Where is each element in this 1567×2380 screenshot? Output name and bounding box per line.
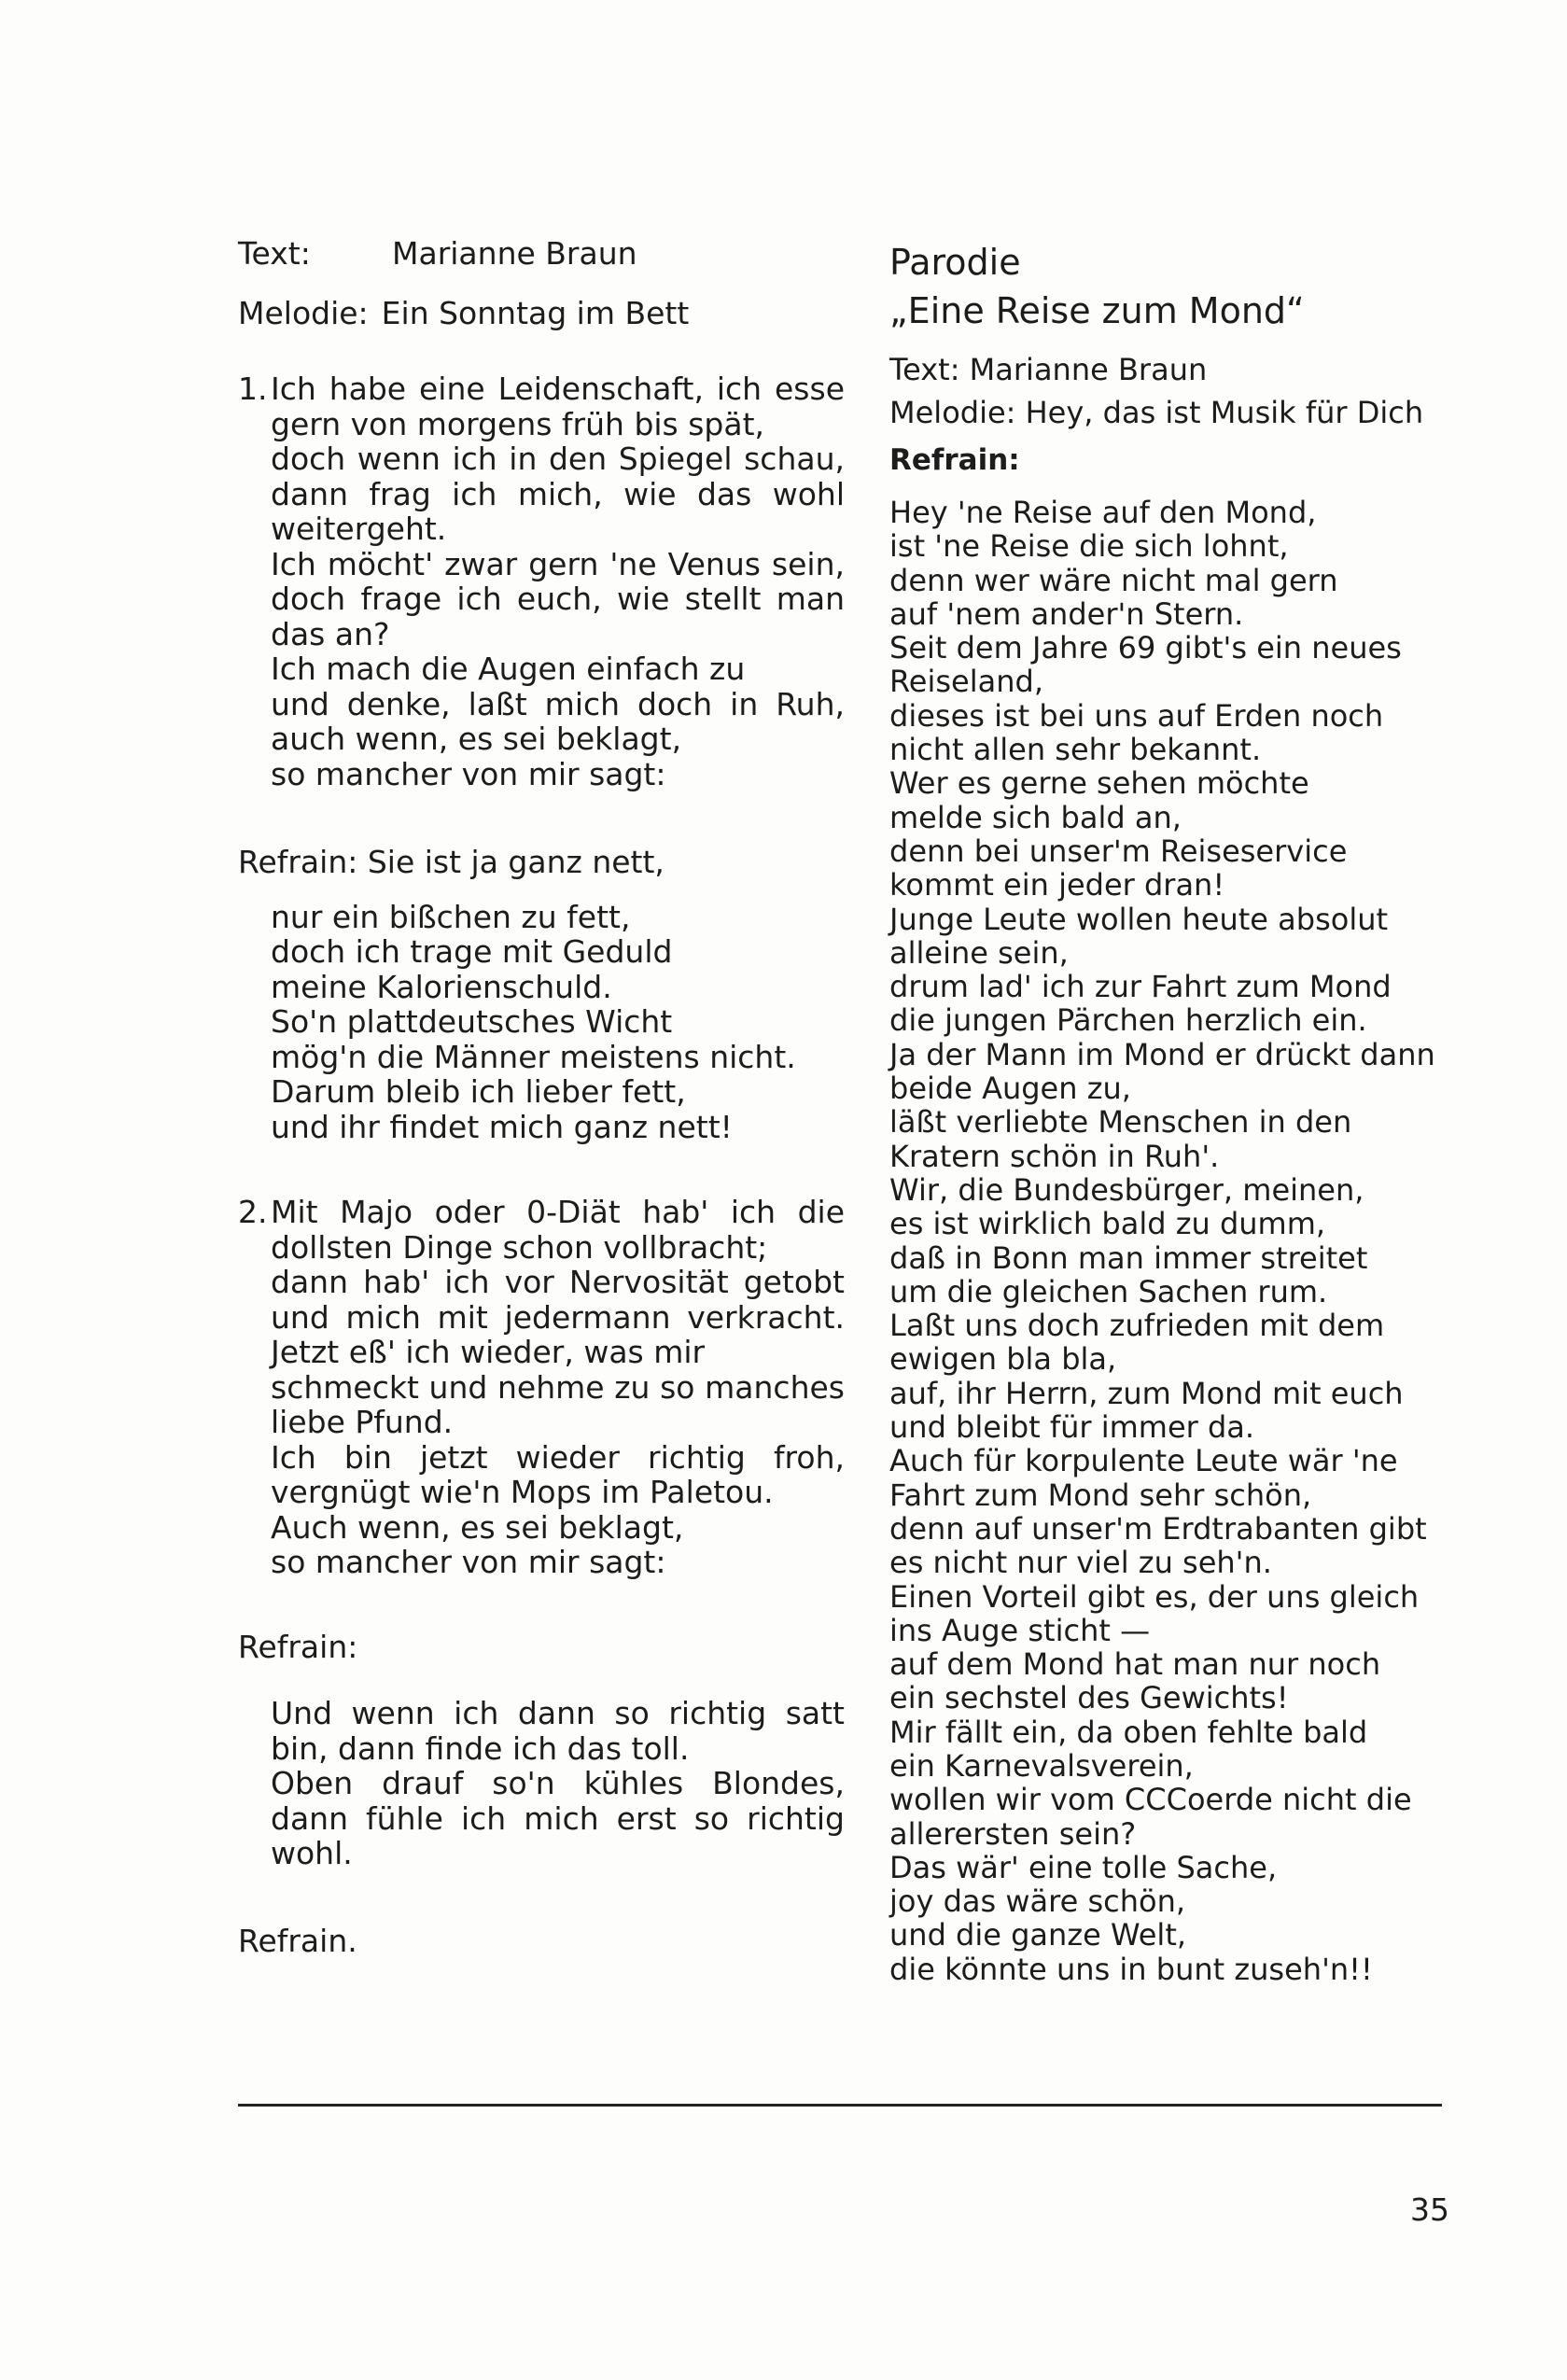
refrain-label: Refrain: — [889, 443, 1020, 477]
lyric-line: um die gleichen Sachen rum. — [889, 1273, 1328, 1309]
lyric-line: Kratern schön in Ruh'. — [889, 1138, 1220, 1174]
lyric-line: Laßt uns doch zufrieden mit dem — [889, 1308, 1385, 1344]
lyric-line: es nicht nur viel zu seh'n. — [889, 1545, 1272, 1581]
lyric-line: Einen Vorteil gibt es, der uns gleich — [889, 1578, 1420, 1615]
lyric-line: auf 'nem ander'n Stern. — [889, 595, 1244, 632]
lyric-line: Mir fällt ein, da oben fehlte bald — [889, 1714, 1368, 1750]
lyric-line: ist 'ne Reise die sich lohnt, — [889, 528, 1289, 565]
verse-line: schmeckt und nehme zu so manches — [271, 1368, 845, 1406]
lyric-line: denn wer wäre nicht mal gern — [889, 562, 1338, 598]
parody-title: Parodie — [889, 242, 1021, 283]
lyric-line: Auch für korpulente Leute wär 'ne — [889, 1443, 1398, 1479]
lyric-line: Fahrt zum Mond sehr schön, — [889, 1477, 1312, 1513]
verse-line: auch wenn, es sei beklagt, — [271, 721, 682, 757]
verse-2 — [238, 1195, 845, 1580]
verse-line: und mich mit jedermann verkracht. — [271, 1298, 845, 1336]
refrain-1 — [238, 900, 845, 1145]
lyric-line: joy das wäre schön, — [889, 1883, 1186, 1920]
lyric-line: Hey 'ne Reise auf den Mond, — [889, 495, 1317, 530]
lyric-line: melde sich bald an, — [889, 799, 1182, 835]
refrain-line: dann fühle ich mich erst so richtig — [271, 1799, 845, 1837]
lyric-line: Das wär' eine tolle Sache, — [889, 1849, 1278, 1885]
verse-line: Ich bin jetzt wieder richtig froh, — [271, 1438, 845, 1476]
lyric-line: die jungen Pärchen herzlich ein. — [889, 1002, 1367, 1039]
verse-line: dann frag ich mich, wie das wohl — [271, 475, 845, 512]
text-credit-label: Text: — [238, 235, 311, 272]
refrain-line: doch ich trage mit Geduld — [271, 933, 673, 970]
verse-line: weitergeht. — [271, 511, 447, 547]
lyric-line: läßt verliebte Menschen in den — [889, 1104, 1352, 1141]
lyric-line: drum lad' ich zur Fahrt zum Mond — [889, 969, 1392, 1005]
melody-credit — [238, 293, 845, 334]
refrain-line: und ihr findet mich ganz nett! — [271, 1108, 733, 1145]
lyric-line: ein sechstel des Gewichts! — [889, 1680, 1289, 1716]
lyric-line: Junge Leute wollen heute absolut — [889, 901, 1389, 937]
refrain-line: mög'n die Männer meistens nicht. — [271, 1038, 796, 1075]
verse-line: Mit Majo oder 0-Diät hab' ich die — [271, 1194, 845, 1230]
refrain-line: Und wenn ich dann so richtig satt — [271, 1695, 845, 1731]
verse-line: gern von morgens früh bis spät, — [271, 405, 765, 442]
verse-line: vergnügt wie'n Mops im Paletou. — [271, 1474, 774, 1510]
refrain-2 — [238, 1696, 845, 1871]
page-number: 35 — [1410, 2191, 1449, 2228]
refrain-line: Darum bleib ich lieber fett, — [271, 1073, 686, 1110]
text-credit: Text: Marianne Braun — [889, 352, 1208, 387]
lyric-line: allerersten sein? — [889, 1815, 1137, 1852]
lyric-line: die könnte uns in bunt zuseh'n!! — [889, 1951, 1373, 1987]
verse-1 — [238, 371, 845, 791]
refrain-line: meine Kalorienschuld. — [271, 968, 612, 1005]
lyric-line: Reiseland, — [889, 664, 1043, 700]
verse-line: Ich mach die Augen einfach zu — [271, 651, 746, 687]
parody-subtitle: „Eine Reise zum Mond“ — [889, 290, 1305, 331]
verse-line: Ich möcht' zwar gern 'ne Venus sein, — [271, 545, 845, 582]
lyric-line: ein Karnevalsverein, — [889, 1747, 1194, 1784]
lyric-line: alleine sein, — [889, 934, 1069, 971]
lyric-line: ewigen bla bla, — [889, 1341, 1117, 1378]
lyric-line: auf dem Mond hat man nur noch — [889, 1646, 1381, 1683]
lyric-line: Ja der Mann im Mond er drückt dann — [889, 1036, 1435, 1072]
lyric-line: Seit dem Jahre 69 gibt's ein neues — [889, 630, 1402, 666]
lyric-line: es ist wirklich bald zu dumm, — [889, 1206, 1326, 1242]
lyric-line: denn auf unser'm Erdtrabanten gibt — [889, 1510, 1427, 1547]
right-column — [889, 238, 1468, 1986]
lyric-line: nicht allen sehr bekannt. — [889, 732, 1262, 768]
refrain-2-label: Refrain: — [238, 1628, 358, 1665]
lyric-line: dieses ist bei uns auf Erden noch — [889, 697, 1384, 734]
lyric-line: wollen wir vom CCCoerde nicht die — [889, 1782, 1412, 1818]
bottom-divider — [238, 2104, 1442, 2107]
lyric-line: Wir, die Bundesbürger, meinen, — [889, 1171, 1364, 1208]
verse-line: Ich habe eine Leidenschaft, ich esse — [271, 371, 845, 407]
verse-line: doch frage ich euch, wie stellt man — [271, 581, 845, 617]
lyric-line: daß in Bonn man immer streitet — [889, 1239, 1368, 1276]
verse-line: Jetzt eß' ich wieder, was mir — [271, 1334, 706, 1370]
lyric-line: auf, ihr Herrn, zum Mond mit euch — [889, 1375, 1404, 1411]
verse-line: und denke, laßt mich doch in Ruh, — [271, 685, 845, 722]
verse-number: 2. — [238, 1194, 268, 1230]
verse-line: dollsten Dinge schon vollbracht; — [271, 1228, 768, 1266]
lyric-line: und die ganze Welt, — [889, 1917, 1187, 1953]
verse-line: so mancher von mir sagt: — [271, 1544, 666, 1580]
left-column — [238, 233, 845, 1958]
lyric-line: denn bei unser'm Reiseservice — [889, 833, 1348, 869]
lyric-line: ins Auge sticht — — [889, 1612, 1151, 1648]
refrain-line: bin, dann finde ich das toll. — [271, 1729, 690, 1767]
melody-credit-value: Ein Sonntag im Bett — [381, 295, 690, 331]
refrain-line: wohl. — [271, 1835, 353, 1871]
lyric-line: beide Augen zu, — [889, 1071, 1131, 1107]
verse-line: liebe Pfund. — [271, 1404, 454, 1440]
verse-line: doch wenn ich in den Spiegel schau, — [271, 441, 845, 477]
refrain-line: nur ein bißchen zu fett, — [271, 898, 631, 935]
lyric-line: Wer es gerne sehen möchte — [889, 765, 1309, 802]
lyric-line: und bleibt für immer da. — [889, 1409, 1255, 1446]
verse-line: so mancher von mir sagt: — [271, 755, 666, 792]
refrain-line: So'n plattdeutsches Wicht — [271, 1003, 673, 1040]
lyric-line: kommt ein jeder dran! — [889, 867, 1225, 903]
parody-lyrics — [889, 496, 1468, 1986]
refrain-3-label: Refrain. — [238, 1922, 357, 1959]
verse-number: 1. — [238, 371, 268, 407]
verse-line: das an? — [271, 615, 390, 652]
melody-credit-label: Melodie: — [238, 295, 369, 331]
melody-credit: Melodie: Hey, das ist Musik für Dich — [889, 395, 1424, 430]
verse-line: dann hab' ich vor Nervosität getobt — [271, 1264, 845, 1300]
verse-line: Auch wenn, es sei beklagt, — [271, 1508, 684, 1546]
text-credit — [238, 233, 845, 274]
refrain-line: Oben drauf so'n kühles Blondes, — [271, 1765, 845, 1801]
text-credit-value: Marianne Braun — [392, 235, 637, 272]
refrain-1-label: Refrain: Sie ist ja ganz nett, — [238, 844, 665, 880]
